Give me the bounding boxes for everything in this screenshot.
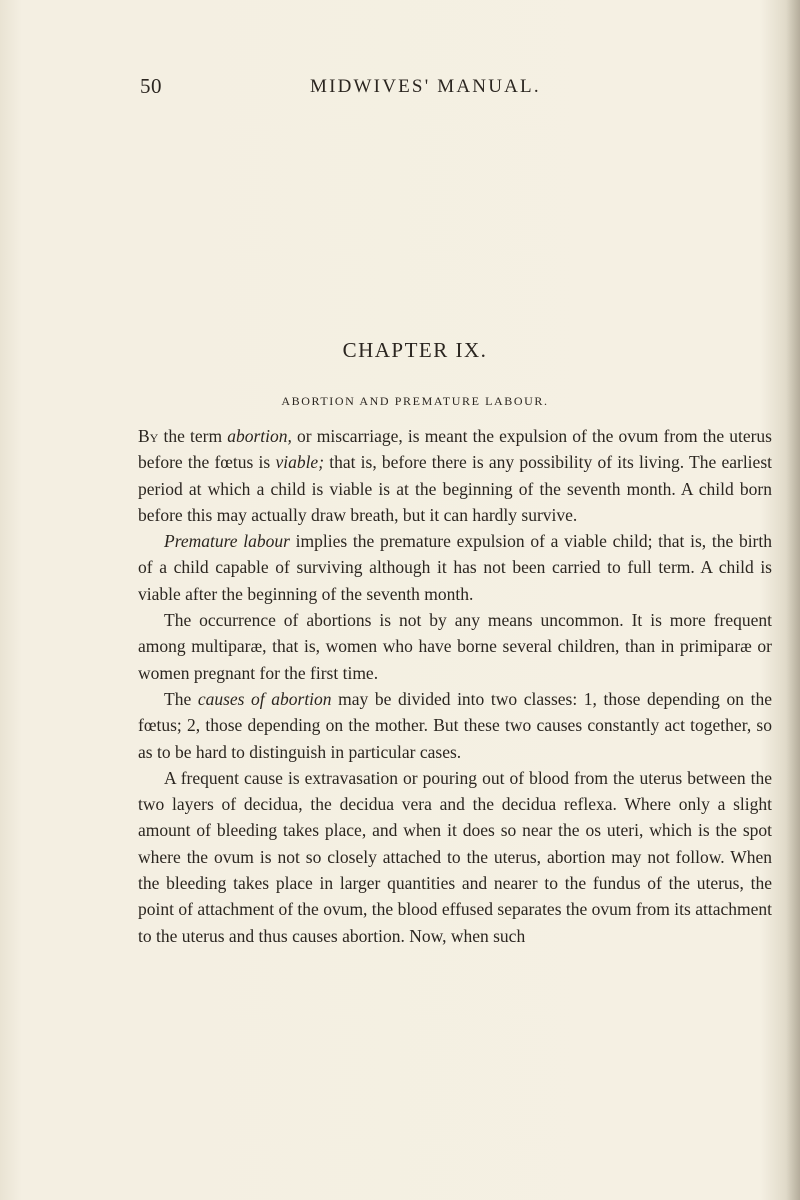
paragraph-text: or miscarriage, is meant the expulsion of the ovum from the uterus before the fœtus is <box>138 426 772 473</box>
paragraph-premature-labour <box>138 528 772 607</box>
body-text <box>138 423 772 949</box>
chapter-subtitle: ABORTION AND PREMATURE LABOUR. <box>281 394 549 408</box>
emphasis-term: abortion, <box>227 426 292 446</box>
paragraph-text: the term <box>158 426 228 446</box>
chapter-title: CHAPTER IX. <box>342 338 488 362</box>
paragraph-text: The <box>164 688 198 709</box>
running-head <box>140 74 770 104</box>
paragraph-extravasation: A frequent cause is extravasation or pouring out of blood from the uterus between the two layers of decidua, the decidua vera and the decidua reflexa. Where only a slight amount of bleeding takes place, and when it does so near the os uteri, which is the spot where the ovum is not so closely attached to the uterus, abortion may not follow. When the bleeding takes place in larger quantities and nearer to the fundus of the uterus, the point of attachment of the ovum, the blood effused separates the ovum from its attachment to the uterus and thus causes abortion. Now, when such <box>138 767 772 946</box>
paragraph-occurrence: The occurrence of abortions is not by any means uncommon. It is more frequent among multiparæ, that is, women who have borne several children, than in primiparæ or women pregnant for the first time. <box>138 610 772 683</box>
emphasis-term: viable; <box>275 452 325 473</box>
paragraph-text: that is, before there is any possibility of its living. The earliest period at which a child is viable is at the beginning of the seventh month. A child born before this may actually draw breath, but it can hardly survive. <box>138 452 772 525</box>
paragraph-text: implies the premature expulsion of a viable child; that is, the birth of a child capable of surviving although it has not been carried to full term. A child is viable after the beginning of the seventh month. <box>138 531 772 604</box>
emphasis-term: causes of abortion <box>197 688 332 709</box>
page-number: 50 <box>140 74 162 98</box>
paragraph-text: may be divided into two classes: 1, those depending on the fœtus; 2, those depending on the mother. But these two causes constantly act together, so as to be hard to distinguish in particular cases. <box>138 688 772 762</box>
emphasis-term: Premature labour <box>164 531 290 552</box>
paragraph-lead-word: By <box>138 426 159 446</box>
page-edge-shadow <box>786 0 800 1200</box>
paragraph-definition-abortion <box>138 423 772 528</box>
running-title: MIDWIVES' MANUAL. <box>310 76 541 97</box>
paragraph-causes <box>138 686 772 765</box>
